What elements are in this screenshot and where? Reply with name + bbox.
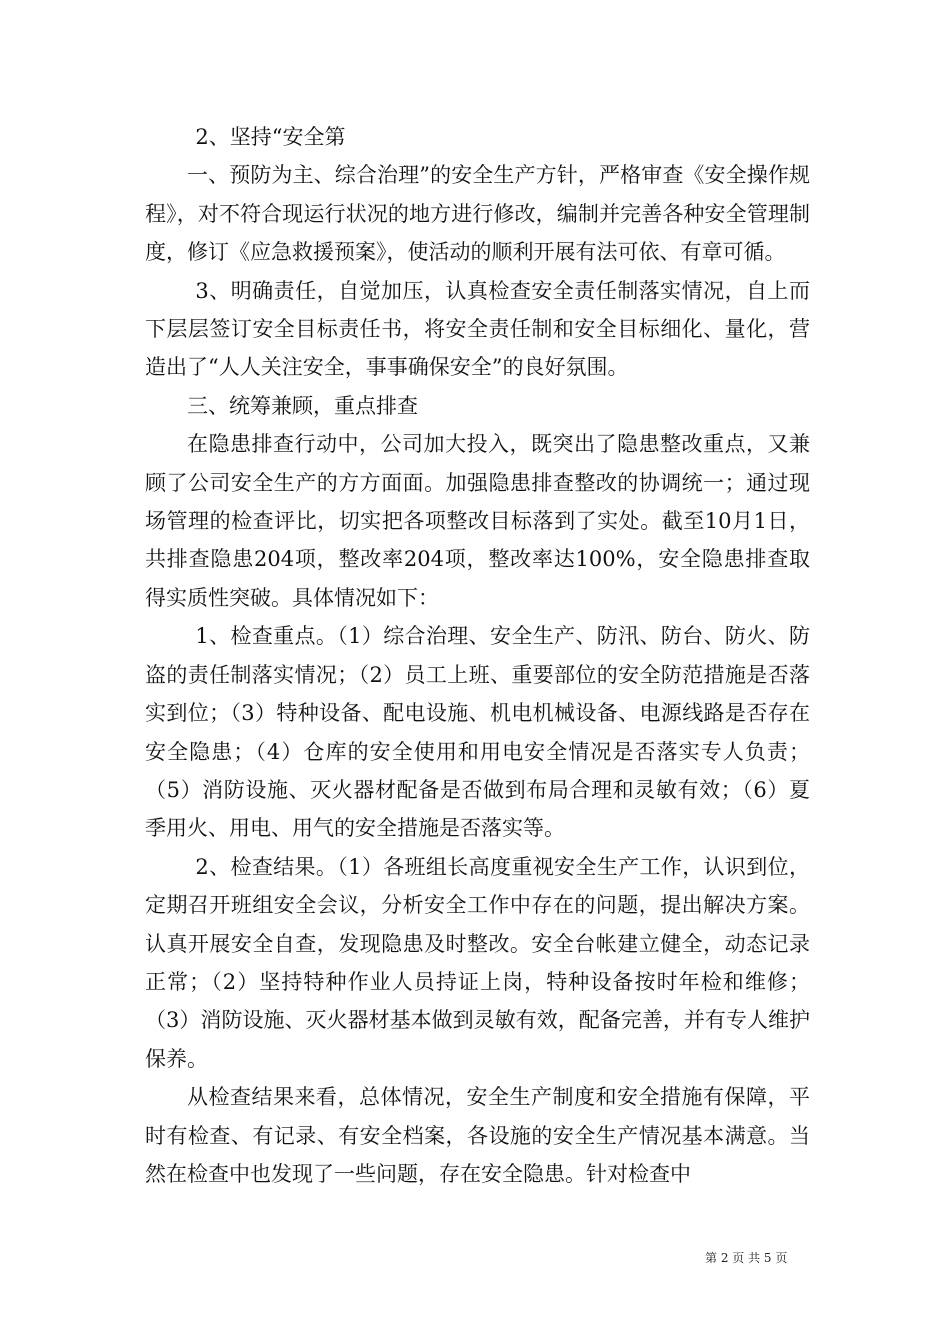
paragraph-inspection-focus: 1、检查重点。（1）综合治理、安全生产、防汛、防台、防火、防盗的责任制落实情况；（2）员工上班、重要部位的安全防范措施是否落实到位；（3）特种设备、配电设施、机电机械设备、电源线路是否存在安全隐患；（4）仓库的安全使用和用电安全情况是否落实专人负责；（5）消防设施、灭火器材配备是否做到布局合理和灵敏有效；（6）夏季用火、用电、用气的安全措施是否落实等。 [145,624,810,841]
paragraph-responsibility: 3、明确责任，自觉加压，认真检查安全责任制落实情况，自上而下层层签订安全目标责任书，将安全责任制和安全目标细化、量化，营造出了“人人关注安全，事事确保安全”的良好氛围。 [145,278,810,380]
page-number-footer: 第 2 页 共 5 页 [705,1251,788,1265]
section-heading-inspection: 三、统筹兼顾，重点排查 [187,393,418,418]
paragraph-policy-detail: 一、预防为主、综合治理”的安全生产方针，严格审查《安全操作规程》，对不符合现运行状况的地方进行修改，编制并完善各种安全管理制度，修订《应急救援预案》，使活动的顺利开展有法可依、有章可循。 [145,163,810,265]
paragraph-policy-heading: 2、坚持“安全第 [195,125,346,149]
paragraph-conclusion: 从检查结果来看，总体情况，安全生产制度和安全措施有保障，平时有检查、有记录、有安全档案，各设施的安全生产情况基本满意。当然在检查中也发现了一些问题，存在安全隐患。针对检查中 [145,1085,810,1186]
document-body [145,118,810,1193]
paragraph-inspection-results: 2、检查结果。（1）各班组长高度重视安全生产工作，认识到位，定期召开班组安全会议，分析安全工作中存在的问题，提出解决方案。认真开展安全自查，发现隐患及时整改。安全台帐建立健全，动态记录正常；（2）坚持特种作业人员持证上岗，特种设备按时年检和维修；（3）消防设施、灭火器材基本做到灵敏有效，配备完善，并有专人维护保养。 [145,854,810,1071]
paragraph-inspection-overview: 在隐患排查行动中，公司加大投入，既突出了隐患整改重点，又兼顾了公司安全生产的方方面面。加强隐患排查整改的协调统一；通过现场管理的检查评比，切实把各项整改目标落到了实处。截至10月1日，共排查隐患204项，整改率204项，整改率达100%，安全隐患排查取得实质性突破。具体情况如下： [145,432,810,610]
